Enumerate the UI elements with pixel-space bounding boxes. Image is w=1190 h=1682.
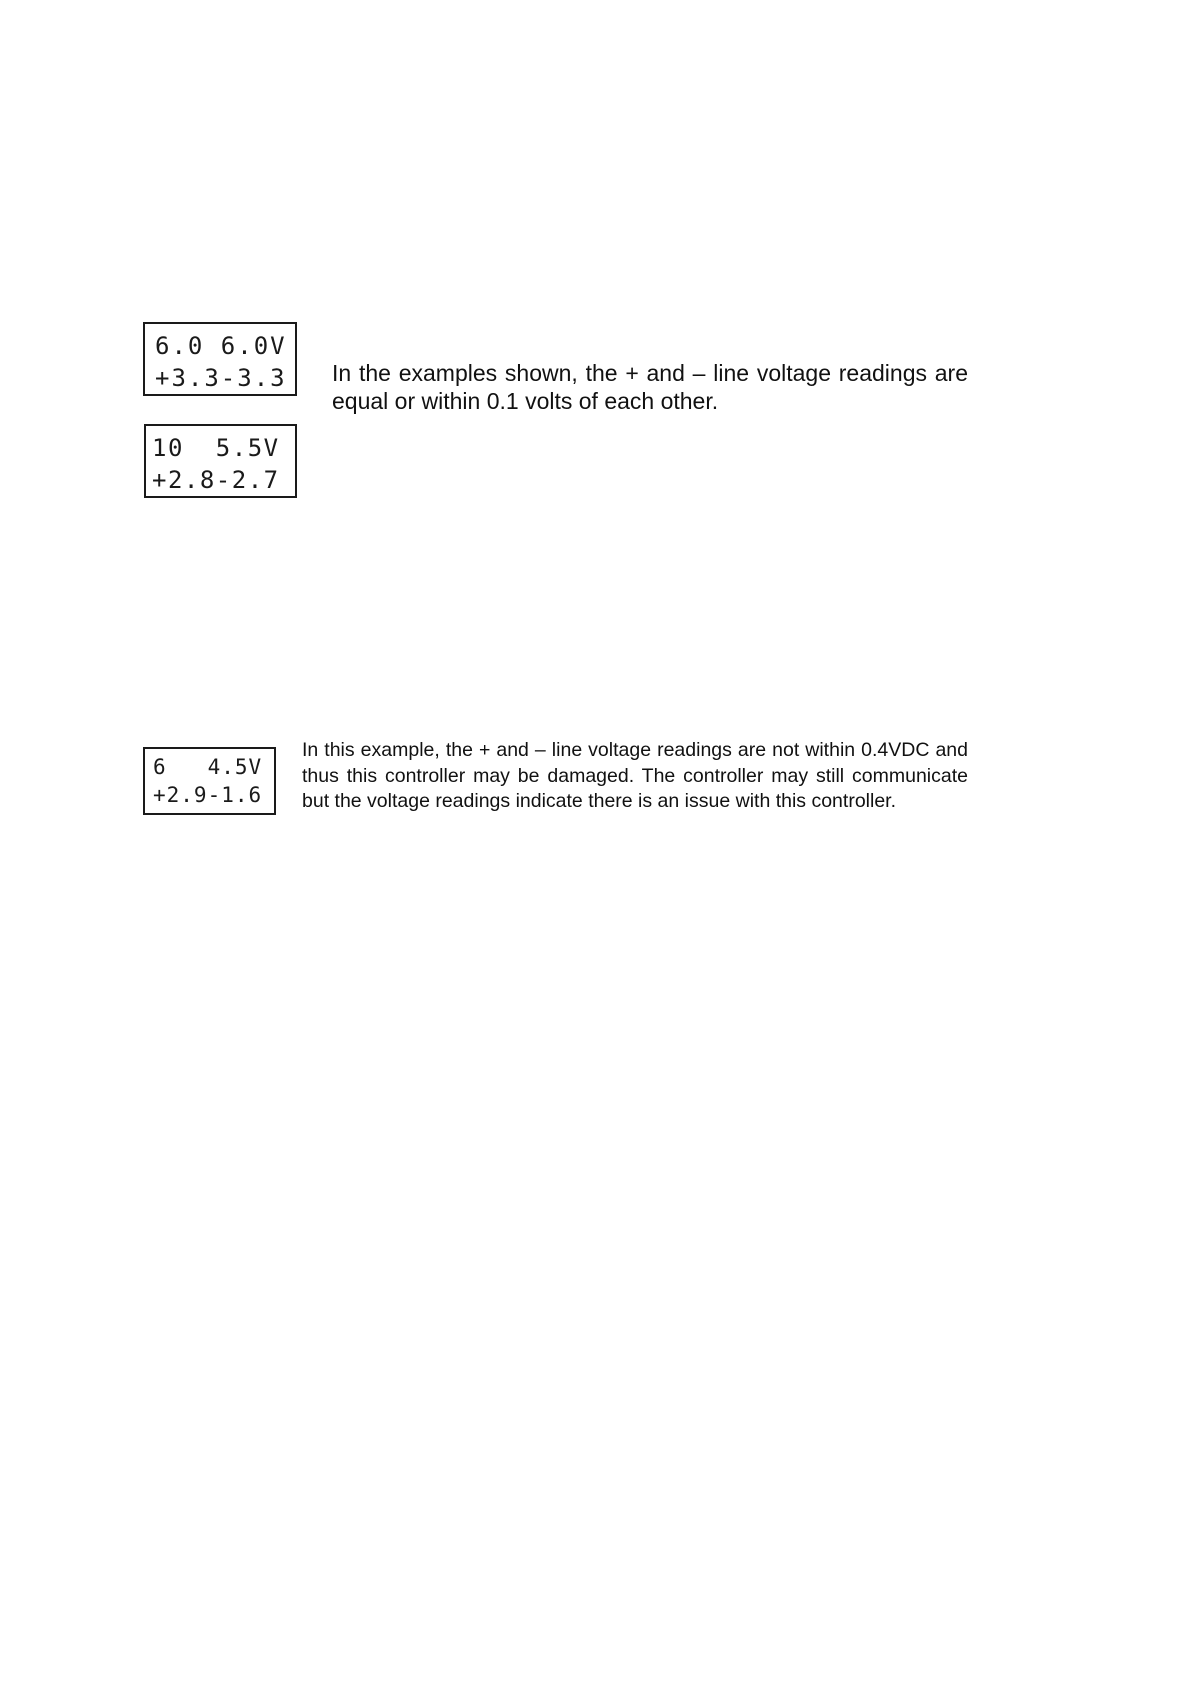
lcd-display-bad-example [143,747,276,815]
lcd-display-example-2 [144,424,297,498]
lcd-line-1: 6 4.5V [153,755,263,779]
lcd-line-2: +3.3-3.3 [155,364,287,392]
lcd-line-2: +2.9-1.6 [153,783,263,807]
good-example-description: In the examples shown, the + and – line voltage readings are equal or within 0.1 volts of each other. [332,360,968,414]
bad-example-description: In this example, the + and – line voltage readings are not within 0.4VDC and thus this controller may be damaged. The controller may still communicate but the voltage readings indicate there is an issue with this controller. [302,739,968,812]
lcd-line-1: 6.0 6.0V [155,332,287,360]
lcd-line-2: +2.8-2.7 [152,466,280,494]
lcd-display-example-1 [143,322,297,396]
lcd-line-1: 10 5.5V [152,434,280,462]
